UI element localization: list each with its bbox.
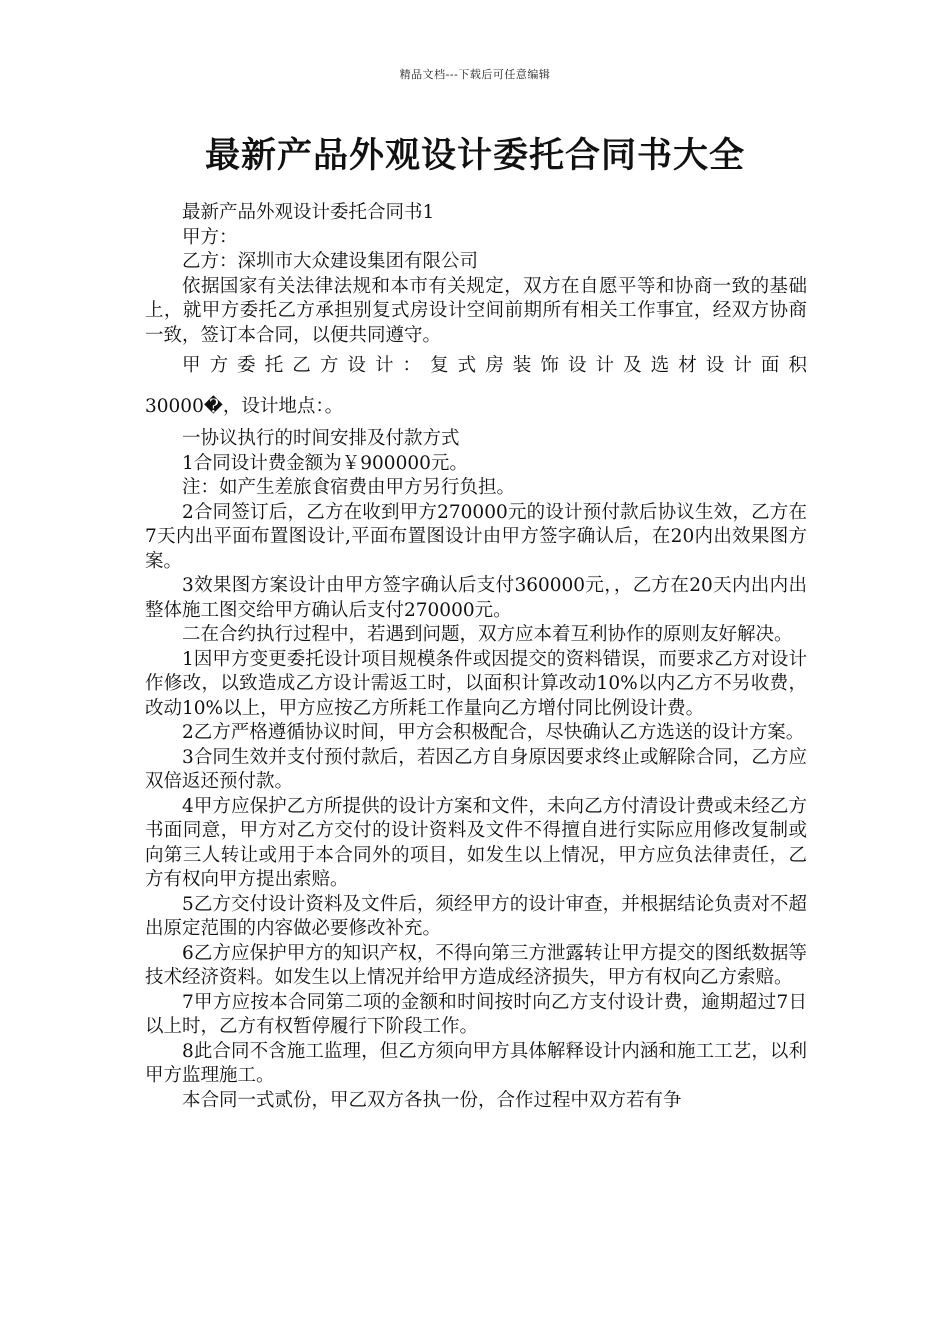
paragraph-design-scope: 甲方委托乙方设计：复式房装饰设计及选材设计面积 bbox=[182, 355, 807, 376]
paragraph-copies: 本合同一式贰份，甲乙双方各执一份，合作过程中双方若有争 bbox=[182, 1089, 682, 1111]
document-title: 最新产品外观设计委托合同书大全 bbox=[204, 136, 745, 176]
paragraph-clause-2-5: 5乙方交付设计资料及文件后，须经甲方的设计审查，并根据结论负责对不超出原定范围的内容做必要修改补充。 bbox=[145, 893, 807, 939]
paragraph-party-b: 乙方：深圳市大众建设集团有限公司 bbox=[182, 251, 479, 272]
paragraph-travel-note: 注：如产生差旅食宿费由甲方另行负担。 bbox=[182, 477, 516, 498]
paragraph-preamble: 依据国家有关法律法规和本市有关规定，双方在自愿平等和协商一致的基础上，就甲方委托乙方承担别复式房设计空间前期所有相关工作事宜，经双方协商一致，签订本合同，以便共同遵守。 bbox=[145, 275, 807, 346]
paragraph-clause-2-6: 6乙方应保护甲方的知识产权，不得向第三方泄露转让甲方提交的图纸数据等技术经济资料。如发生以上情况并给甲方造成经济损失，甲方有权向乙方索赔。 bbox=[145, 942, 807, 988]
paragraph-party-a: 甲方： bbox=[182, 226, 238, 248]
paragraph-clause-2-1: 1因甲方变更委托设计项目规模条件或因提交的资料错误，而要求乙方对设计作修改，以致造成乙方设计需返工时，以面积计算改动10%以内乙方不另收费，改动10%以上，甲方应按乙方所耗工作量向乙方增付同比例设计费。 bbox=[145, 648, 807, 719]
paragraph-clause-2-2: 2乙方严格遵循协议时间，甲方会积极配合，尽快确认乙方选送的设计方案。 bbox=[182, 722, 805, 743]
paragraph-clause-2-7: 7甲方应按本合同第二项的金额和时间按时向乙方支付设计费，逾期超过7日以上时，乙方有权暂停履行下阶段工作。 bbox=[145, 991, 807, 1037]
paragraph-clause-2-4: 4甲方应保护乙方所提供的设计方案和文件，未向乙方付清设计费或未经乙方书面同意，甲方对乙方交付的设计资料及文件不得擅自进行实际应用修改复制或向第三人转让或用于本合同外的项目，如发生以上情况，甲方应负法律责任，乙方有权向甲方提出索赔。 bbox=[145, 795, 807, 890]
paragraph-clause-1-3: 3效果图方案设计由甲方签字确认后支付360000元，，乙方在20天内出内出整体施工图交给甲方确认后支付270000元。 bbox=[145, 575, 807, 621]
paragraph-section-one-heading: 一协议执行的时间安排及付款方式 bbox=[182, 428, 460, 449]
paragraph-clause-1-2: 2合同签订后，乙方在收到甲方270000元的设计预付款后协议生效，乙方在7天内出平面布置图设计,平面布置图设计由甲方签字确认后，在20内出效果图方案。 bbox=[145, 501, 807, 572]
paragraph-design-area: 30000�，设计地点：。 bbox=[145, 395, 344, 417]
paragraph-clause-2-3: 3合同生效并支付预付款后，若因乙方自身原因要求终止或解除合同，乙方应双倍返还预付款。 bbox=[145, 746, 807, 792]
paragraph-clause-2-8: 8此合同不含施工监理，但乙方须向甲方具体解释设计内涵和施工工艺，以利甲方监理施工。 bbox=[145, 1040, 807, 1086]
document-body bbox=[145, 201, 807, 1113]
paragraph-subtitle: 最新产品外观设计委托合同书1 bbox=[182, 202, 435, 223]
paragraph-section-two-heading: 二在合约执行过程中，若遇到问题，双方应本着互利协作的原则友好解决。 bbox=[182, 624, 793, 645]
page-header: 精品文档---下载后可任意编辑 bbox=[399, 68, 551, 81]
paragraph-fee-amount: 1合同设计费金额为￥900000元。 bbox=[182, 452, 468, 474]
